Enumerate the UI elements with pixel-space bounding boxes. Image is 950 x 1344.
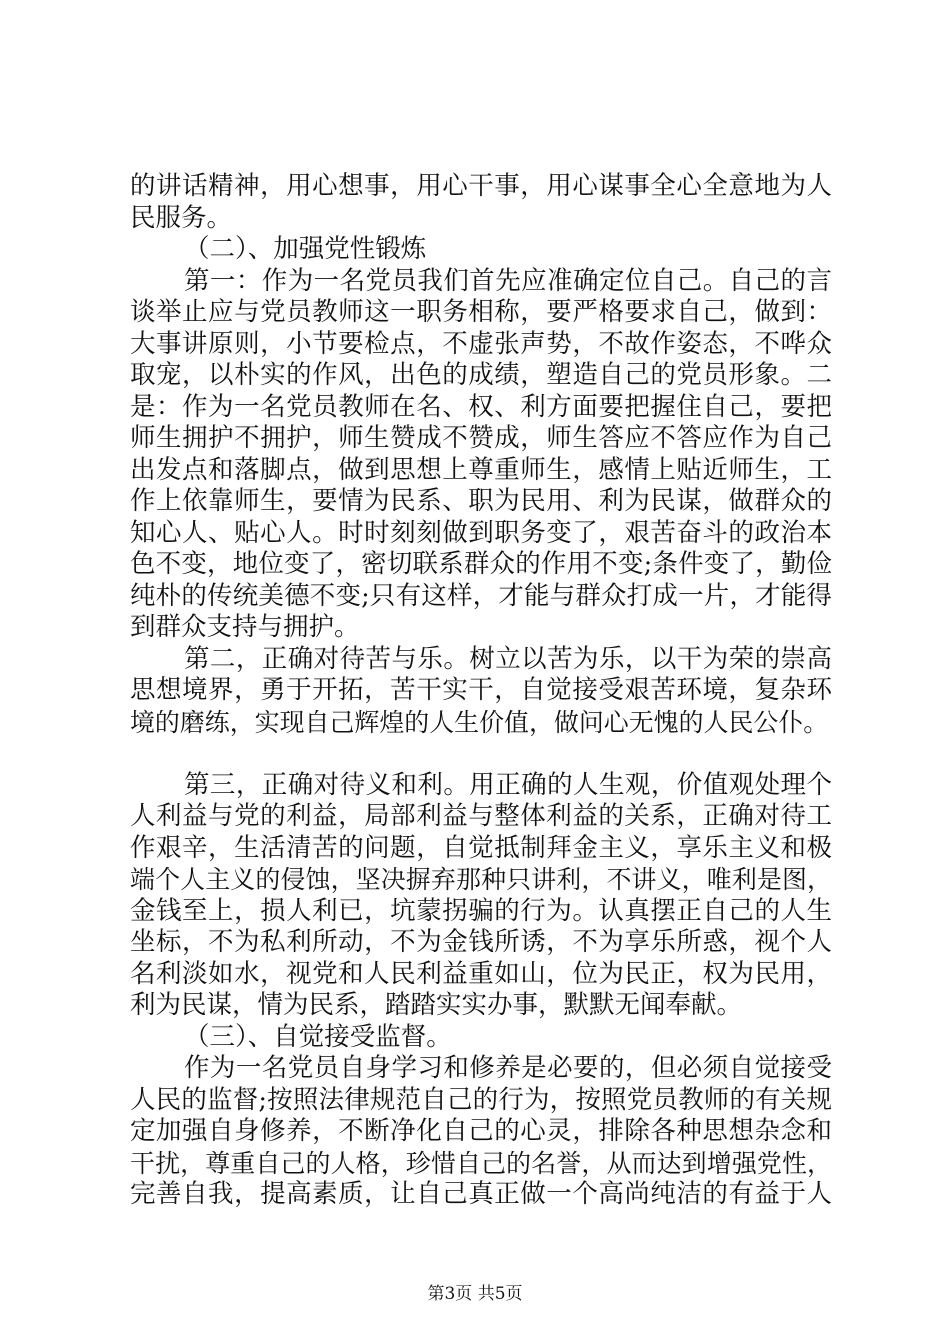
section-heading [130,234,832,266]
paragraph [130,644,832,739]
text-line: 作上依靠师生，要情为民系、职为民用、利为民谋，做群众的 [130,486,832,516]
text-line: 定加强自身修养，不断净化自己的心灵，排除各种思想杂念和 [130,1116,832,1146]
text-line: 知心人、贴心人。时时刻刻做到职务变了，艰苦奋斗的政治本 [130,517,832,548]
blank-line [130,738,832,770]
text-line: 谈举止应与党员教师这一职务相称，要严格要求自己，做到： [130,297,832,327]
text-line: 人民的监督;按照法律规范自己的行为，按照党员教师的有关规 [130,1084,832,1115]
text-line: 出发点和落脚点，做到思想上尊重师生，感情上贴近师生，工 [130,454,832,485]
text-line: 作艰辛，生活清苦的问题，自觉抵制拜金主义，享乐主义和极 [130,832,832,863]
paragraph [130,1053,832,1211]
text-line: 是：作为一名党员教师在名、权、利方面要把握住自己，要把 [130,391,832,422]
text-line: 大事讲原则，小节要检点，不虚张声势，不故作姿态，不哗众 [130,328,832,359]
paragraph [130,266,832,644]
text-line: 的讲话精神，用心想事，用心干事，用心谋事全心全意地为人 [130,171,832,201]
text-line: 完善自我，提高素质，让自己真正做一个高尚纯洁的有益于人 [130,1179,832,1209]
text-line: 境的磨练，实现自己辉煌的人生价值，做问心无愧的人民公仆。 [130,707,829,737]
paragraph [130,171,832,234]
text-line: 名利淡如水，视党和人民利益重如山，位为民正，权为民用， [130,958,832,989]
text-line: 民服务。 [130,202,233,233]
text-line: 到群众支持与拥护。 [130,612,360,642]
page-number: 第3页 共5页 [427,1284,523,1304]
text-line: 思想境界，勇于开拓，苦干实干，自觉接受艰苦环境，复杂环 [130,675,832,705]
text-line: 纯朴的传统美德不变;只有这样，才能与群众打成一片，才能得 [130,580,832,611]
text-line: 坐标，不为私利所动，不为金钱所诱，不为享乐所惑，视个人 [130,927,832,957]
text-line: 第二，正确对待苦与乐。树立以苦为乐，以干为荣的崇高 [184,643,832,674]
section-heading [130,1022,832,1054]
paragraph [130,770,832,1022]
text-line: 取宠，以朴实的作风，出色的成绩，塑造自己的党员形象。二 [130,360,832,390]
text-line: 利为民谋，情为民系，踏踏实实办事，默默无闻奉献。 [130,990,743,1020]
text-line: 干扰，尊重自己的人格，珍惜自己的名誉，从而达到增强党性， [130,1148,832,1178]
text-line: 师生拥护不拥护，师生赞成不赞成，师生答应不答应作为自己 [130,423,832,453]
text-line: 第一：作为一名党员我们首先应准确定位自己。自己的言 [184,265,832,296]
text-line: 作为一名党员自身学习和修养是必要的，但必须自觉接受 [184,1053,832,1083]
text-line: （二）、加强党性锻炼 [184,234,427,264]
text-line: 第三，正确对待义和利。用正确的人生观，价值观处理个 [184,769,832,800]
text-line: （三）、自觉接受监督。 [184,1021,452,1052]
text-line: 端个人主义的侵蚀，坚决摒弃那种只讲利，不讲义，唯利是图， [130,865,832,894]
text-line: 色不变，地位变了，密切联系群众的作用不变;条件变了，勤俭 [130,549,832,579]
text-line: 人利益与党的利益，局部利益与整体利益的关系，正确对待工 [130,801,832,831]
text-line: 金钱至上，损人利已，坑蒙拐骗的行为。认真摆正自己的人生 [130,895,832,926]
document-body [130,171,832,1211]
